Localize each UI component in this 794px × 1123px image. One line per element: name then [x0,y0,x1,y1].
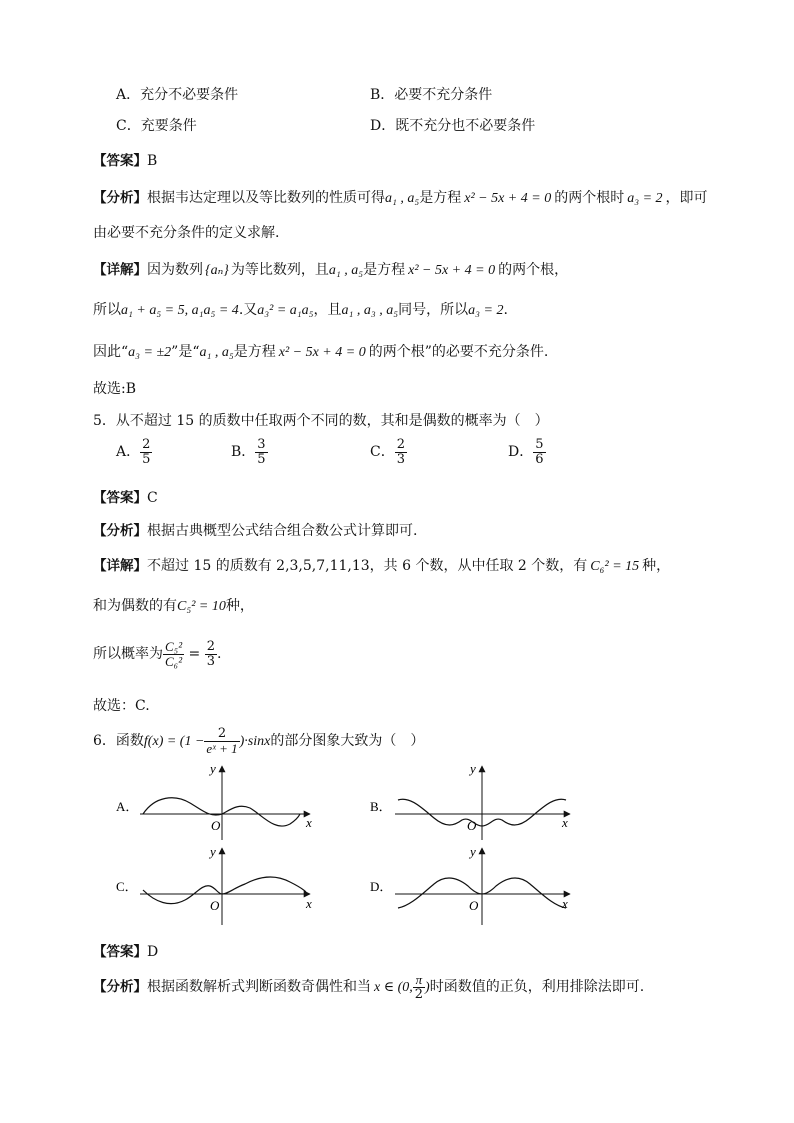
fraction: $\frac{2}{3}$ [396,437,405,467]
text: 所以概率为 [93,646,163,663]
q5-stem: 5．从不超过 15 的质数中任取两个不同的数，其和是偶数的概率为（ ） [93,413,549,429]
curve [143,877,306,904]
text: 是方程 [363,262,406,278]
q4-choose: 故选:B [93,381,137,397]
analysis-tag: 【分析】 [93,190,147,206]
q5-analysis [93,519,417,540]
option-key: A． [116,444,141,461]
math: ) [425,980,430,996]
fraction: $\frac{\text{C₅²}}{\text{C₆²}}$ [165,639,183,669]
graph-a [116,761,312,840]
q4-detail-line2 [93,299,508,319]
text: 根据古典概型公式结合组合数公式计算即可. [147,523,418,539]
option-c [116,115,197,135]
q5-detail-line1 [93,554,670,575]
text: 时函数值的正负，利用排除法即可. [429,979,645,996]
option-b [370,84,492,104]
graph-label: C． [116,879,138,894]
text: 种， [642,558,671,574]
text: ，且 [313,302,342,318]
text: 是方程 [419,190,462,206]
text: 根据函数解析式判断函数奇偶性和当 [147,979,371,996]
text: . [503,302,508,318]
fraction: $\frac{2}{\text{eˣ + 1}}$ [206,726,238,756]
answer-tag: 【答案】 [93,944,147,960]
graph-c [116,844,312,925]
detail-tag: 【详解】 [93,558,147,574]
option-d [370,115,535,135]
text: 因此“ [93,344,129,360]
math: a₃ = 2 [627,191,663,206]
math: x ∈ (0, [374,980,413,996]
graph-b [370,761,570,840]
text: 为等比数列，且 [230,262,329,278]
x-label: x [562,896,568,911]
option-text: 既不充分也不必要条件 [395,118,536,134]
q6-graphs [110,760,710,930]
answer-value: C [147,490,158,506]
fraction: $\frac{2}{5}$ [142,437,151,467]
y-label: y [470,761,476,776]
q4-detail-line1 [93,258,568,279]
detail-tag: 【详解】 [93,262,147,278]
text: 根据韦达定理以及等比数列的性质可得 [147,190,385,206]
q5-option-c [370,438,407,466]
fraction: $\frac{3}{5}$ [257,437,266,467]
analysis-tag: 【分析】 [93,523,147,539]
math: x² − 5x + 4 = 0 [278,345,366,360]
x-label: x [306,896,312,911]
q4-analysis-line2: 由必要不充分条件的定义求解. [93,225,280,241]
q6-analysis [93,973,644,1001]
math: x² − 5x + 4 = 0 [408,263,496,278]
text: 同号，所以 [398,302,469,318]
origin-label: O [211,818,221,833]
option-key: D． [508,444,534,461]
option-a [116,84,238,104]
answer-tag: 【答案】 [93,490,147,506]
y-label: y [470,844,476,859]
fraction: $\frac{\pi}{2}$ [414,972,424,1002]
text: ”是“ [171,344,200,360]
math: a₁ + a₅ = 5, a₁a₅ = 4 [121,303,239,318]
option-key: C． [116,118,141,134]
text: 是方程 [233,344,276,360]
graph-label: B． [370,799,392,814]
q5-option-b [231,438,268,466]
text: .又 [238,302,258,318]
math: a₁ , a₅ [328,263,364,278]
text: . [217,646,222,663]
option-text: 充分不必要条件 [140,87,239,103]
option-key: D． [370,118,396,134]
y-label: y [210,844,216,859]
answer-value: D [147,944,159,960]
option-key: C． [370,444,395,461]
text: 的两个根， [498,262,569,278]
math: f(x) = (1 − [143,734,205,750]
q4-analysis-line1 [93,186,708,207]
q5-detail-line2 [93,595,254,615]
text: 所以 [93,302,121,318]
text: 的两个根”的必要不充分条件. [368,344,549,360]
q5-detail-line3 [93,640,221,668]
option-key: A． [116,87,141,103]
origin-label: O [469,898,479,913]
origin-label: O [210,898,220,913]
fraction: $\frac{2}{3}$ [206,639,216,669]
y-label: y [210,761,216,776]
option-key: B． [231,444,256,461]
math: a₁ , a₅ [385,191,420,206]
math: a₁ , a₅ [199,345,234,360]
fraction: $\frac{5}{6}$ [535,437,544,467]
text: 6．函数 [93,733,144,750]
math: x² − 5x + 4 = 0 [464,191,552,206]
math: a₁ , a₃ , a₅ [341,303,399,318]
answer-tag: 【答案】 [93,153,147,169]
option-text: 充要条件 [140,118,197,134]
q6-answer [93,940,158,960]
q4-answer [93,149,157,169]
math: C₆² = 15 [590,559,640,574]
origin-label: O [467,818,477,833]
text: 因为数列 [147,262,203,278]
math: {aₙ} [205,263,229,278]
option-key: B． [370,87,395,103]
q5-answer [93,486,158,506]
text: = [184,646,205,663]
math: C₅² = 10 [177,599,226,614]
graph-label: D． [370,879,393,894]
analysis-tag: 【分析】 [93,979,147,996]
text: 的部分图象大致为（ ） [270,733,425,750]
text: ，即可 [665,190,708,206]
graph-d [370,844,570,925]
q4-detail-line3 [93,341,548,361]
text: 的两个根时 [554,190,625,206]
q6-stem [93,727,424,755]
q5-choose: 故选：C. [93,698,150,714]
math: )·sinx [239,734,271,750]
x-label: x [306,815,312,830]
text: 不超过 15 的质数有 2,3,5,7,11,13，共 6 个数，从中任取 2 个数，有 [147,558,588,574]
math: a₃² = a₁a₅ [257,303,314,318]
answer-value: B [147,153,158,169]
text: 和为偶数的有 [93,598,177,614]
q5-option-d [508,438,546,466]
math: a₃ = 2 [468,303,504,318]
graph-label: A． [116,799,139,814]
x-label: x [562,815,568,830]
q5-option-a [116,438,152,466]
option-text: 必要不充分条件 [394,87,493,103]
text: 种， [225,598,254,614]
math: a₃ = ±2 [128,345,172,360]
